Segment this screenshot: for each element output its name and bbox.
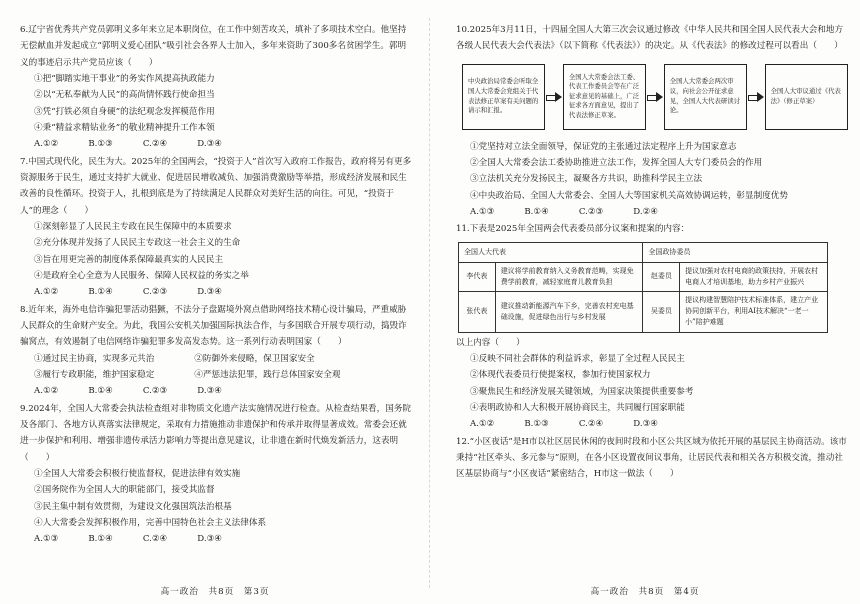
choice-d: D.③④ (633, 419, 658, 430)
flow-step-4: 全国人大审议通过《代表法》（修正草案） (765, 64, 848, 130)
page-footer: 高一政治 共8页 第3页 (160, 586, 270, 597)
choice-c: C.②④ (578, 419, 604, 430)
choice-a: A.①② (470, 419, 495, 430)
question-8-option-1: ①通过民主协商，实现多元共治 (34, 353, 155, 364)
choice-b: B.①④ (88, 534, 113, 545)
question-8-stem: 8.近年来，海外电信诈骗犯罪活动猖獗，不法分子盘踞境外窝点借助网络技术精心设计骗局，严重威胁人民群众的生命财产安全。为此，我国公安机关加强国际执法合作，与多国联合开展专项行动，捣毁诈骗窝点，有效遏制了电信网络诈骗犯罪多发高发态势。这一系列行动表明国家（ ） (20, 304, 407, 348)
choice-c: C.②③ (142, 287, 168, 298)
question-8-option-2: ②防御外来侵略，保卫国家安全 (194, 353, 315, 364)
question-9-stem: 9.2024年，全国人大常委会执法检查组对非物质文化遗产法实施情况进行检查。从检查结果看，国务院及各部门、各地方认真落实法律规定，采取有力措施推动非遗保护和传承并取得显著成效。常委会还就进一步保护和利用、增强非遗传承活力影响力等提出意见建议，让非遗在新时代焕发新活力，这表明（ ） (20, 403, 412, 463)
question-7-option-1: ①深刻彰显了人民民主专政在民生保障中的本质要求 (34, 221, 232, 232)
question-11-stem: 11.下表是2025年全国两会代表委员部分议案和提案的内容： (456, 224, 690, 235)
member-name: 吴委员 (643, 292, 680, 333)
question-8 (20, 302, 414, 400)
question-7-option-2: ②充分体现并发扬了人民民主专政这一社会主义的生命 (34, 238, 241, 249)
choice-b: B.①④ (524, 206, 549, 217)
question-8-options-row-2 (20, 367, 414, 383)
question-11-choices (456, 416, 848, 432)
question-6-option-1: ①把“脚踏实地干事业”的务实作风提高执政能力 (34, 73, 215, 84)
member-proposal: 提议加强对农村电商的政策扶持，开展农村电商人才培训基地，助力乡村产业振兴 (680, 262, 828, 291)
question-9-option-1: ①全国人大常委会积极行使监督权，促进法律有效实施 (34, 468, 241, 479)
choice-b: B.①③ (524, 419, 549, 430)
flow-step-1: 中央政治局常委会听取全国人大常委会党组关于代表法修正草案有关问题的请示和汇报。 (462, 64, 545, 130)
question-8-option-4: ④严惩违法犯罪，践行总体国家安全观 (194, 369, 341, 380)
choice-d: D.③④ (197, 534, 222, 545)
question-7-option-4: ④是政府全心全意为人民服务、保障人民权益的务实之举 (34, 270, 249, 281)
question-7-option-3: ③旨在用更完善的制度体系保障最真实的人民民主 (34, 254, 224, 265)
question-11-option-4: ④表明政协和人大积极开展协商民主，共同履行国家职能 (470, 402, 685, 413)
question-10-option-1: ①党坚持对立法全面领导，保证党的主张通过法定程序上升为国家意志 (470, 141, 737, 152)
question-11-tail: 以上内容（ ） (456, 337, 525, 348)
choice-c: C.②③ (142, 386, 168, 397)
header-cppcc-members: 全国政协委员 (643, 242, 828, 262)
flow-step-3: 全国人大常委会两次审议，向社会公开征求意见，全国人大代表研读讨论。 (664, 64, 747, 130)
question-10-option-2: ②全国人大常委会法工委协助推进立法工作，发挥全国人大专门委员会的作用 (470, 157, 763, 168)
table-row (459, 262, 828, 291)
question-6-choices (20, 136, 414, 152)
question-7-choices (20, 284, 414, 300)
question-12 (456, 434, 848, 483)
question-11-option-1: ①反映不同社会群体的利益诉求，彰显了全过程人民民主 (470, 353, 685, 364)
choice-b: B.①③ (88, 139, 113, 150)
question-9 (20, 401, 414, 548)
choice-a: A.①② (34, 139, 59, 150)
question-6-option-3: ③凭“打铁必须自身硬”的法纪观念发挥模范作用 (34, 106, 215, 117)
deputy-name: 张代表 (459, 292, 496, 333)
question-11-option-3: ③聚焦民生和经济发展关键领域，为国家决策提供重要参考 (470, 386, 694, 397)
choice-b: B.①④ (88, 386, 113, 397)
question-6-option-4: ④秉“精益求精钻业务”的敬业精神提升工作本领 (34, 122, 215, 133)
question-10 (456, 22, 848, 220)
right-page (430, 0, 860, 604)
table-header-row (459, 242, 828, 262)
choice-a: A.①② (34, 287, 59, 298)
question-12-stem: 12.“小区夜话”是H市以社区居民休闲的夜间时段和小区公共区域为依托开展的基层民主协商活动。该市秉持“社区牵头、多元参与”原则，在各小区设置夜间议事角，让居民代表和相关各方积极交流，推动社区基层协商与“小区夜话”紧密结合，H市这一做法（ ） (456, 436, 847, 480)
question-9-choices (20, 531, 414, 547)
question-8-options-row-1 (20, 351, 414, 367)
question-7 (20, 154, 414, 301)
header-npc-deputies: 全国人大代表 (459, 242, 643, 262)
deputy-proposal: 建议将学前教育纳入义务教育范畴，实现免费学前教育，减轻家庭育儿教育负担 (495, 262, 643, 291)
arrow-right-icon (545, 92, 562, 102)
question-9-option-4: ④人大常委会发挥积极作用，完善中国特色社会主义法律体系 (34, 517, 267, 528)
choice-c: C.②④ (142, 534, 168, 545)
proposals-table (458, 242, 828, 333)
page-footer: 高一政治 共8页 第4页 (590, 586, 700, 597)
question-8-choices (20, 383, 414, 399)
question-6-stem: 6.辽宁省优秀共产党员郭明义多年来立足本职岗位，在工作中刻苦攻关，填补了多项技术空白。他坚持无偿献血并发起成立“郭明义爱心团队”吸引社会各界人士加入，多年来资助了300多名贫困学生。郭明义的事迹启示共产党员应该（ ） (20, 25, 407, 68)
question-10-choices (456, 204, 848, 220)
choice-d: D.③④ (197, 386, 222, 397)
arrow-right-icon (646, 92, 663, 102)
question-6 (20, 22, 414, 153)
question-11 (456, 221, 848, 432)
choice-b: B.①④ (88, 287, 113, 298)
table-row (459, 292, 828, 333)
question-11-option-2: ②体现代表委员行使提案权，参加行使国家权力 (470, 370, 651, 381)
deputy-name: 李代表 (459, 262, 496, 291)
member-name: 赵委员 (643, 262, 680, 291)
choice-a: A.①③ (470, 206, 495, 217)
question-10-option-4: ④中央政治局、全国人大常委会、全国人大等国家机关高效协调运转，彰显制度优势 (470, 190, 788, 201)
member-proposal: 提议构建智慧陪护技术标准体系，建立产业协同创新平台，利用AI技术解决“一老一小”陪护难题 (680, 292, 828, 333)
question-10-option-3: ③立法机关充分发扬民主，凝聚各方共识，助推科学民主立法 (470, 174, 703, 185)
question-9-option-2: ②国务院作为全国人大的职能部门，接受其监督 (34, 485, 215, 496)
choice-d: D.③④ (197, 139, 222, 150)
deputy-proposal: 建议推动新能源汽车下乡，完善农村充电基础设施，促进绿色出行与乡村发展 (495, 292, 643, 333)
choice-a: A.①③ (34, 534, 59, 545)
question-8-option-3: ③履行专政职能，维护国家稳定 (34, 369, 155, 380)
choice-d: D.②④ (633, 206, 658, 217)
choice-c: C.②④ (142, 139, 168, 150)
question-7-stem: 7.中国式现代化，民生为大。2025年的全国两会，“投资于人”首次写入政府工作报告，政府将另有更多资源服务于民生，通过支持扩大就业、促进居民增收减负、加强消费激励等举措，形成经济发展和民生改善的良性循环。投资于人，扎根到底是为了持续满足人民群众对美好生活的向往。可见，“投资于人”的理念（ ） (20, 156, 412, 216)
arrow-right-icon (747, 92, 764, 102)
question-6-option-2: ②以“无私奉献为人民”的高尚情怀践行使命担当 (34, 90, 215, 101)
choice-c: C.②③ (578, 206, 604, 217)
legislation-flow-diagram (462, 61, 848, 133)
question-10-stem: 10.2025年3月11日，十四届全国人大第三次会议通过修改《中华人民共和国全国人民代表大会和地方各级人民代表大会代表法》（以下简称《代表法》）的决定。从《代表法》的修改过程可以看出（ ） (456, 25, 844, 52)
question-9-option-3: ③民主集中制有效贯彻，为建设文化强国筑法治根基 (34, 501, 232, 512)
flow-step-2: 全国人大常委会法工委、代表工作委员会等在广泛征求意见的基础上，广泛征求各方面意见，提出了代表法修正草案。 (563, 64, 646, 130)
choice-a: A.①② (34, 386, 59, 397)
choice-d: D.③④ (197, 287, 222, 298)
